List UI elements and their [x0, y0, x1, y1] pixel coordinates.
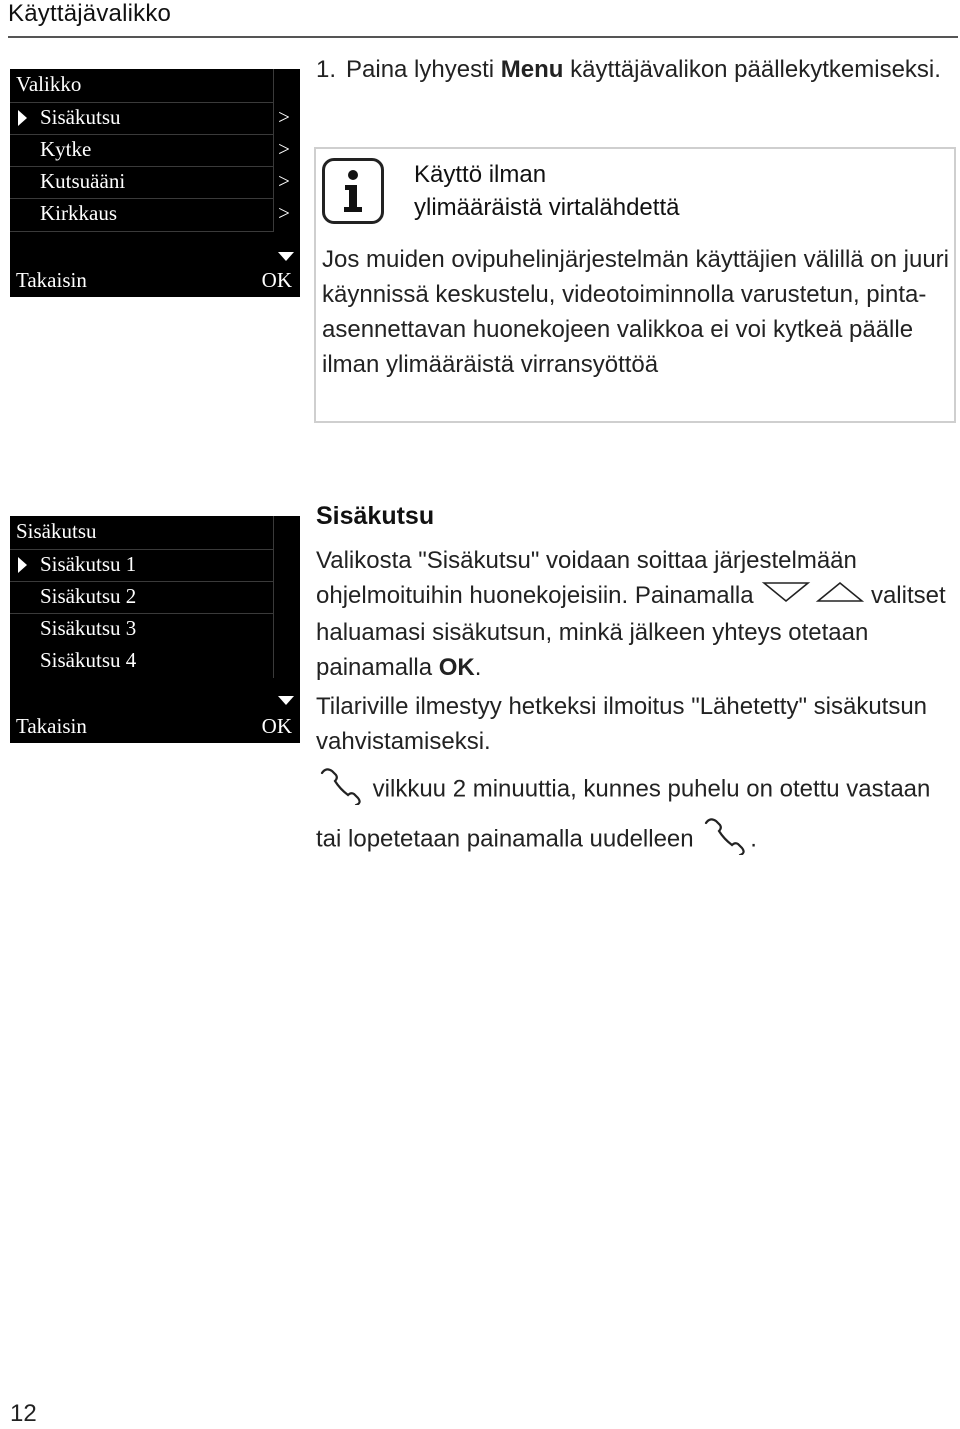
step-number: 1.	[316, 56, 337, 83]
section-heading: Sisäkutsu	[316, 502, 435, 530]
page-title: Käyttäjävalikko	[8, 0, 172, 27]
menu-item-sisakutsu-1[interactable]: Sisäkutsu 1	[10, 549, 300, 581]
scroll-down-icon	[278, 696, 294, 705]
menu-item-sisakutsu-4[interactable]: Sisäkutsu 4	[40, 648, 137, 672]
step-1-text: Paina lyhyesti Menu käyttäjävalikon päällekytkemiseksi.	[346, 56, 941, 83]
menu-item-kirkkaus[interactable]: Kirkkaus >	[40, 201, 290, 225]
menu-item-kutsuaani[interactable]: Kutsuääni >	[40, 169, 290, 193]
page-number: 12	[10, 1400, 37, 1427]
menu-item-sisakutsu-3[interactable]: Sisäkutsu 3	[40, 616, 137, 640]
back-softkey[interactable]: Takaisin	[16, 268, 87, 292]
info-text: Jos muiden ovipuhelinjärjestelmän käyttäjien välillä on juuri käynnissä keskustelu, videotoiminnolla varustetun, pinta-asennettavan huonekojeen valikkoa ei voi kytkeä päälle ilman ylimääräistä virransyöttöä	[322, 246, 949, 378]
scroll-down-icon	[278, 252, 294, 261]
ok-softkey[interactable]: OK	[261, 714, 292, 738]
submenu-arrow-icon: >	[278, 105, 290, 129]
screen-header: Sisäkutsu	[16, 519, 97, 543]
menu-item-sisakutsu[interactable]: Sisäkutsu >	[10, 102, 300, 134]
down-up-keys-icon	[760, 579, 864, 615]
info-icon	[322, 158, 384, 224]
screen-header: Valikko	[16, 72, 82, 96]
back-softkey[interactable]: Takaisin	[16, 714, 87, 738]
phone-handset-icon	[700, 815, 750, 865]
info-title: Käyttö ilman ylimääräistä virtalähdettä	[414, 161, 680, 221]
menu-screen-main	[10, 69, 300, 297]
section-paragraph-3: vilkkuu 2 minuuttia, kunnes puhelu on otettu vastaan tai lopetetaan painamalla uudelleen .	[316, 765, 956, 865]
menu-item-sisakutsu-2[interactable]: Sisäkutsu 2	[40, 584, 137, 608]
submenu-arrow-icon: >	[278, 169, 290, 193]
menu-screen-sisakutsu	[10, 516, 300, 743]
submenu-arrow-icon: >	[278, 137, 290, 161]
title-divider	[8, 36, 958, 38]
ok-softkey[interactable]: OK	[261, 268, 292, 292]
submenu-arrow-icon: >	[278, 201, 290, 225]
selection-marker-icon	[18, 557, 27, 573]
section-paragraph-2: Tilariville ilmestyy hetkeksi ilmoitus "Lähetetty" sisäkutsun vahvistamiseksi.	[316, 693, 928, 755]
section-paragraph-1: Valikosta "Sisäkutsu" voidaan soittaa järjestelmään ohjelmoituihin huonekojeisiin. Painamalla valitset haluamasi sisäkutsun, minkä jälkeen yhteys otetaan painamalla OK.	[316, 547, 946, 681]
phone-handset-icon	[316, 765, 366, 815]
selection-marker-icon	[18, 110, 27, 126]
menu-item-kytke[interactable]: Kytke >	[40, 137, 290, 161]
